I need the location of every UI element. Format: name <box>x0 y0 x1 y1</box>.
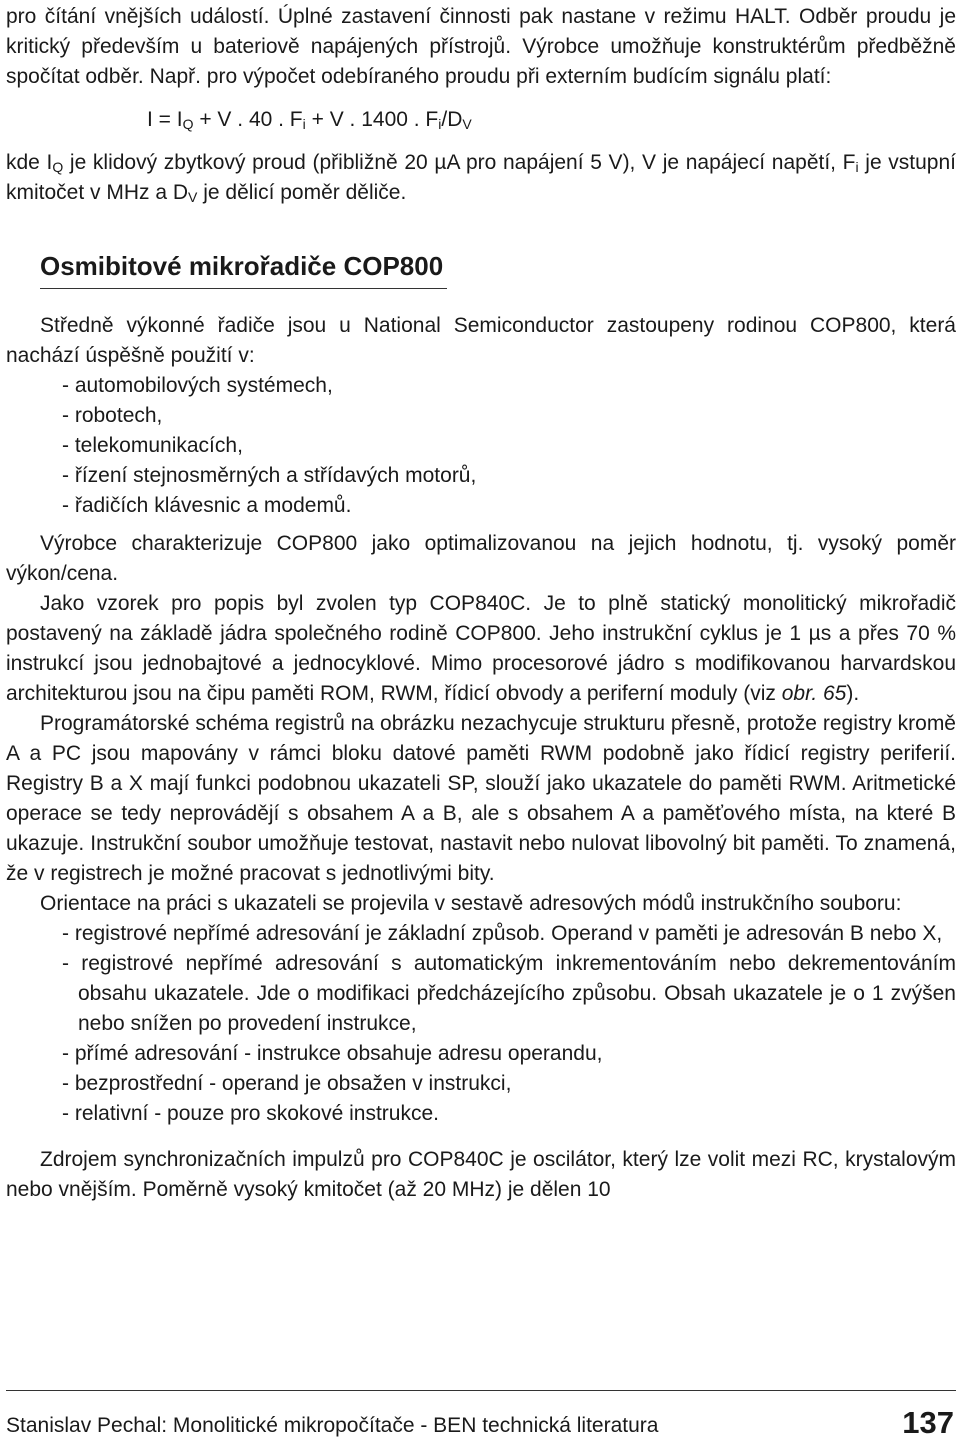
formula-sub-i1: i <box>302 116 306 132</box>
section-paragraph-2: Výrobce charakterizuje COP800 jako optimalizovanou na jejich hodnotu, tj. vysoký poměr výkon/cena. <box>6 532 956 585</box>
section-paragraph-3 <box>6 589 956 709</box>
legend-sub-q: Q <box>52 159 64 175</box>
section-heading: Osmibitové mikrořadiče COP800 <box>40 250 447 289</box>
section-paragraph-4: Programátorské schéma registrů na obrázku nezachycuje strukturu přesně, protože registry kromě A a PC jsou mapovány v rámci bloku datové paměti RWM podobně jako řídicí registry periferií. Registry B a X mají funkci podobnou ukazateli SP, slouží jako ukazatele do paměti RWM. Aritmetické operace se tedy neprovádějí s obsahem A a B, ale s obsahem A a paměťového místa, na které B ukazuje. Instrukční soubor umožňuje testovat, nastavit nebo nulovat libovolný bit paměti. To znamená, že v registrech je možné pracovat s jednotlivými bity. <box>6 712 956 885</box>
uses-list <box>62 371 956 521</box>
list-item: - přímé adresování - instrukce obsahuje adresu operandu, <box>62 1042 603 1065</box>
list-item: - automobilových systémech, <box>62 374 333 397</box>
page-number: 137 <box>902 1405 954 1440</box>
formula-sub-i2: i <box>438 116 442 132</box>
footer-divider <box>6 1390 956 1391</box>
figure-reference: obr. 65 <box>781 682 847 705</box>
formula-lhs: I = I <box>147 108 183 131</box>
current-formula <box>147 105 956 135</box>
list-item: - registrové nepřímé adresování s automatickým inkrementováním nebo dekrementováním obsahu ukazatele. Jde o modifikaci předcházejícího způsobu. Obsah ukazatele je o 1 zvýšen nebo snížen po provedení instrukce, <box>62 952 956 1035</box>
legend-t4: je dělicí poměr děliče. <box>197 181 407 204</box>
legend-t1: kde I <box>6 151 53 174</box>
list-item: - telekomunikacích, <box>62 434 243 457</box>
formula-legend <box>6 148 956 208</box>
section-paragraph-5: Orientace na práci s ukazateli se projevila v sestavě adresových módů instrukčního souboru: <box>40 892 902 915</box>
page-footer <box>6 1403 956 1443</box>
addressing-modes-list <box>62 919 956 1129</box>
para3-end: ). <box>846 682 860 705</box>
section-paragraph-6: Zdrojem synchronizačních impulzů pro COP840C je oscilátor, který lze volit mezi RC, krystalovým nebo vnějším. Poměrně vysoký kmitočet (až 20 MHz) je dělen 10 <box>6 1148 956 1201</box>
formula-sub-v: V <box>462 116 472 132</box>
section-paragraph-1: Středně výkonné řadiče jsou u National Semiconductor zastoupeny rodinou COP800, která nachází úspěšně použití v: <box>6 314 956 367</box>
para3-main: Jako vzorek pro popis byl zvolen typ COP840C. Je to plně statický monolitický mikrořadič postavený na základě jádra společného rodině COP800. Jeho instrukční cyklus je 1 µs a přes 70 % instrukcí jsou jednobajtové a jednocyklové. Mimo procesorové jádro s modifikovanou harvardskou architekturou jsou na čipu paměti ROM, RWM, řídicí obvody a periferní moduly (viz <box>6 592 956 705</box>
list-item: - relativní - pouze pro skokové instrukce. <box>62 1102 439 1125</box>
list-item: - robotech, <box>62 404 163 427</box>
list-item: - registrové nepřímé adresování je základní způsob. Operand v paměti je adresován B nebo X, <box>62 922 943 945</box>
footer-citation: Stanislav Pechal: Monolitické mikropočítače - BEN technická literatura <box>6 1414 659 1437</box>
legend-sub-i: i <box>855 159 859 175</box>
formula-sub-q: Q <box>182 116 194 132</box>
legend-sub-v: V <box>188 189 198 205</box>
list-item: - řízení stejnosměrných a střídavých motorů, <box>62 464 477 487</box>
list-item: - bezprostřední - operand je obsažen v instrukci, <box>62 1072 512 1095</box>
formula-part1: + V . 40 . F <box>193 108 303 131</box>
legend-t2: je klidový zbytkový proud (přibližně 20 µA pro napájení 5 V), V je napájecí napětí, F <box>63 151 856 174</box>
list-item: - řadičích klávesnic a modemů. <box>62 494 352 517</box>
formula-part2: + V . 1400 . F <box>305 108 439 131</box>
legend-t3: je vstupní kmitočet v MHz a D <box>6 151 956 204</box>
formula-part3: /D <box>441 108 463 131</box>
page-content <box>6 0 956 1205</box>
intro-paragraph: pro čítání vnějších událostí. Úplné zastavení činnosti pak nastane v režimu HALT. Odběr proudu je kritický především u bateriově napájených přístrojů. Výrobce umožňuje konstruktérům předběžně spočítat odběr. Např. pro výpočet odebíraného proudu při externím budícím signálu platí: <box>6 5 956 88</box>
